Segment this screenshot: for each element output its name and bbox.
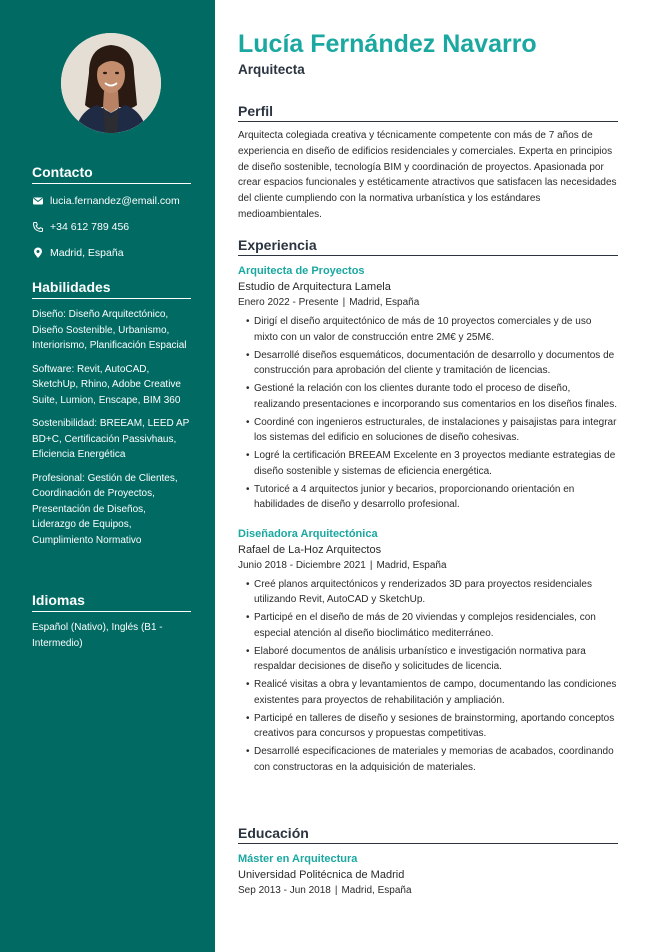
job-dates: Junio 2018 - Diciembre 2021: [238, 559, 366, 571]
envelope-icon: [32, 195, 44, 207]
email-text: lucia.fernandez@email.com: [50, 195, 180, 207]
meta-separator: |: [369, 559, 373, 571]
profile-heading: Perfil: [238, 103, 618, 122]
job-meta: [238, 295, 618, 310]
skill-item: Diseño: Diseño Arquitectónico, Diseño Sostenible, Urbanismo, Interiorismo, Planificación Espacial: [32, 309, 187, 351]
list-item: • Gestioné la relación con los clientes durante todo el proceso de diseño, realizando presentaciones e incorporando sus comentarios en los diseños finales.: [254, 381, 618, 412]
skills-section: [32, 279, 191, 556]
degree-title: Máster en Arquitectura: [238, 853, 358, 865]
job-location: Madrid, España: [349, 297, 420, 308]
skill-item: Sostenibilidad: BREEAM, LEED AP BD+C, Certificación Passivhaus, Eficiencia Energética: [32, 418, 190, 460]
list-item: • Desarrollé diseños esquemáticos, documentación de desarrollo y documentos de construcción para aprobación del cliente y tramitación de licencias.: [254, 348, 618, 379]
list-item: • Realicé visitas a obra y levantamientos de campo, documentando las condiciones existentes para proyectos de rehabilitación y ampliación.: [254, 677, 618, 708]
list-item: • Participé en talleres de diseño y sesiones de brainstorming, aportando conceptos creativos para concursos y propuestas competitivas.: [254, 711, 618, 742]
skills-heading: Habilidades: [32, 279, 191, 299]
phone-icon: [32, 221, 44, 233]
job-location: Madrid, España: [376, 559, 447, 571]
experience-heading: Experiencia: [238, 237, 618, 256]
candidate-name: Lucía Fernández Navarro: [238, 30, 537, 58]
list-item: • Elaboré documentos de análisis urbanístico e investigación normativa para respaldar decisiones de diseño y solicitudes de licencia.: [254, 644, 618, 675]
profile-photo: [61, 33, 161, 133]
candidate-role: Arquitecta: [238, 62, 305, 77]
job-bullets: [238, 577, 618, 776]
job-meta: [238, 558, 618, 573]
job-company: Estudio de Arquitectura Lamela: [238, 281, 391, 293]
map-pin-icon: [32, 247, 44, 259]
meta-separator: |: [334, 885, 338, 896]
school-name: Universidad Politécnica de Madrid: [238, 869, 405, 881]
languages-text: Español (Nativo), Inglés (B1 - Intermedio): [32, 622, 163, 649]
list-item: • Desarrollé especificaciones de materiales y memorias de acabados, coordinando con constructoras en la adquisición de materiales.: [254, 744, 618, 775]
job-bullets: [238, 314, 618, 513]
education-heading: Educación: [238, 825, 618, 844]
contact-email[interactable]: [32, 194, 191, 208]
list-item: • Logré la certificación BREEAM Excelente en 3 proyectos mediante estrategias de diseño sostenible y sistemas de eficiencia energética.: [254, 448, 618, 479]
job-dates: Enero 2022 - Presente: [238, 297, 339, 308]
education-meta: [238, 883, 618, 898]
education-section: [238, 825, 618, 902]
list-item: • Coordiné con ingenieros estructurales, de instalaciones y paisajistas para integrar los sistemas del edificio en soluciones de diseño cohesivas.: [254, 415, 618, 446]
sidebar: [0, 0, 215, 952]
contact-phone[interactable]: [32, 220, 191, 234]
job-title: Diseñadora Arquitectónica: [238, 527, 378, 540]
location-text: Madrid, España: [50, 247, 124, 259]
job-entry: [238, 527, 618, 776]
job-company: Rafael de La-Hoz Arquitectos: [238, 543, 382, 556]
languages-heading: Idiomas: [32, 592, 191, 612]
education-location: Madrid, España: [341, 885, 412, 896]
meta-separator: |: [342, 297, 346, 308]
profile-section: [238, 103, 618, 223]
list-item: • Dirigí el diseño arquitectónico de más de 10 proyectos comerciales y de uso mixto con un valor de construcción entre 2M€ y 25M€.: [254, 314, 618, 345]
contact-section: [32, 164, 191, 272]
profile-text: Arquitecta colegiada creativa y técnicamente competente con más de 7 años de experiencia en diseño de edificios residenciales y comerciales. Experta en principios de diseño sostenible, tecnología BIM y coordinación de proyectos. Apasionada por crear espacios funcionales y estéticamente atractivos que satisfacen las necesidades del cliente cumpliendo con la normativa urbanística y los estándares medioambientales.: [238, 130, 617, 220]
education-entry: [238, 852, 618, 898]
education-dates: Sep 2013 - Jun 2018: [238, 885, 331, 896]
portrait-image: [61, 33, 161, 133]
skill-item: Software: Revit, AutoCAD, SketchUp, Rhino, Adobe Creative Suite, Lumion, Enscape, BIM 360: [32, 363, 181, 406]
list-item: • Participé en el diseño de más de 20 viviendas y complejos residenciales, con especial atención al diseño bioclimático mediterráneo.: [254, 610, 618, 641]
list-item: • Tutoricé a 4 arquitectos junior y becarios, proporcionando orientación en habilidades de diseño y desarrollo profesional.: [254, 482, 618, 513]
job-title: Arquitecta de Proyectos: [238, 265, 365, 277]
languages-section: [32, 592, 191, 651]
contact-location: [32, 246, 191, 260]
experience-section: [238, 237, 618, 778]
contact-heading: Contacto: [32, 164, 191, 184]
job-entry: [238, 264, 618, 513]
phone-text: +34 612 789 456: [50, 221, 130, 233]
skill-item: Profesional: Gestión de Clientes, Coordinación de Proyectos, Presentación de Diseños, Liderazgo de Equipos, Cumplimiento Normativo: [32, 472, 178, 546]
list-item: • Creé planos arquitectónicos y renderizados 3D para proyectos residenciales utilizando Revit, AutoCAD y SketchUp.: [254, 577, 618, 608]
